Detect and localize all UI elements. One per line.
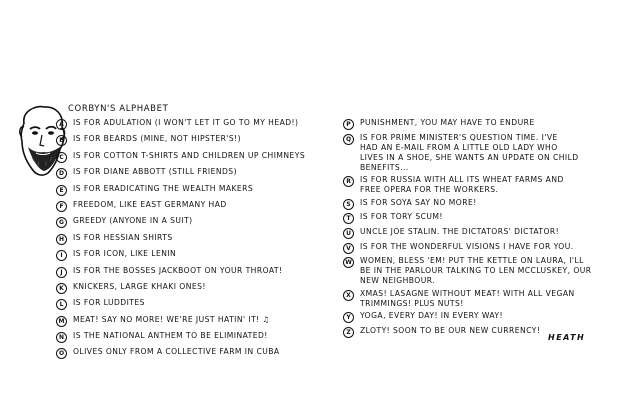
letter-badge: F bbox=[56, 201, 67, 212]
item-text: IS FOR PRIME MINISTER'S QUESTION TIME. I'VE HAD AN E-MAIL FROM A LITTLE OLD LADY WHO LIVES IN A SHOE, SHE WANTS AN UPDATE ON CHILD BENEFITS... bbox=[360, 132, 579, 172]
letter-badge: R bbox=[343, 176, 354, 187]
letter-badge: Y bbox=[343, 312, 354, 323]
list-item bbox=[343, 133, 611, 173]
list-item bbox=[56, 151, 338, 167]
artist-signature: HEATH bbox=[548, 333, 586, 342]
list-item bbox=[56, 167, 338, 183]
item-text: FREEDOM, LIKE EAST GERMANY HAD bbox=[73, 199, 227, 209]
item-text: IS FOR BEARDS (MINE, NOT HIPSTER'S!) bbox=[73, 134, 242, 144]
letter-badge: I bbox=[56, 250, 67, 261]
list-item bbox=[56, 282, 338, 298]
list-item bbox=[56, 118, 338, 134]
right-column bbox=[343, 118, 611, 341]
letter-badge: L bbox=[56, 299, 67, 310]
letter-badge: N bbox=[56, 332, 67, 343]
item-text: IS FOR ERADICATING THE WEALTH MAKERS bbox=[73, 183, 254, 193]
item-text: IS FOR THE WONDERFUL VISIONS I HAVE FOR YOU. bbox=[360, 241, 574, 251]
left-column bbox=[56, 118, 338, 364]
list-item bbox=[343, 256, 611, 286]
letter-badge: T bbox=[343, 213, 354, 224]
item-text: IS FOR ICON, LIKE LENIN bbox=[73, 249, 177, 259]
list-item bbox=[343, 212, 611, 224]
letter-badge: K bbox=[56, 283, 67, 294]
list-item bbox=[343, 311, 611, 323]
item-text: IS FOR HESSIAN SHIRTS bbox=[73, 232, 173, 242]
list-item bbox=[343, 289, 611, 309]
item-text: UNCLE JOE STALIN. THE DICTATORS' DICTATOR! bbox=[360, 226, 560, 236]
item-text: IS FOR COTTON T-SHIRTS AND CHILDREN UP CHIMNEYS bbox=[73, 150, 306, 160]
item-text: IS FOR TORY SCUM! bbox=[360, 212, 443, 222]
letter-badge: Z bbox=[343, 327, 354, 338]
letter-badge: B bbox=[56, 135, 67, 146]
alphabet-title: CORBYN'S ALPHABET bbox=[68, 104, 169, 114]
list-item bbox=[56, 315, 338, 331]
letter-badge: S bbox=[343, 199, 354, 210]
list-item bbox=[56, 216, 338, 232]
letter-badge: A bbox=[56, 119, 67, 130]
item-text: OLIVES ONLY FROM A COLLECTIVE FARM IN CUBA bbox=[73, 347, 280, 357]
list-item bbox=[56, 233, 338, 249]
letter-badge: E bbox=[56, 185, 67, 196]
item-text: IS FOR THE BOSSES JACKBOOT ON YOUR THROAT! bbox=[73, 265, 283, 275]
letter-badge: H bbox=[56, 234, 67, 245]
letter-badge: P bbox=[343, 119, 354, 130]
item-text: IS FOR DIANE ABBOTT (STILL FRIENDS) bbox=[73, 167, 237, 177]
item-text: IS FOR LUDDITES bbox=[73, 298, 145, 308]
list-item bbox=[56, 347, 338, 363]
item-text: IS FOR SOYA SAY NO MORE! bbox=[360, 197, 477, 207]
letter-badge: O bbox=[56, 348, 67, 359]
list-item bbox=[343, 118, 611, 130]
list-item bbox=[56, 266, 338, 282]
letter-badge: U bbox=[343, 228, 354, 239]
list-item bbox=[56, 200, 338, 216]
item-text: XMAS! LASAGNE WITHOUT MEAT! WITH ALL VEGAN TRIMMINGS! PLUS NUTS! bbox=[360, 288, 575, 308]
letter-badge: Q bbox=[343, 134, 354, 145]
item-text: IS THE NATIONAL ANTHEM TO BE ELIMINATED! bbox=[73, 331, 268, 341]
letter-badge: D bbox=[56, 168, 67, 179]
item-text: WOMEN, BLESS 'EM! PUT THE KETTLE ON LAURA, I'LL BE IN THE PARLOUR TALKING TO LEN MCCLUSKEY, OUR NEW NEIGHBOUR. bbox=[360, 256, 592, 286]
list-item bbox=[56, 184, 338, 200]
item-text: MEAT! SAY NO MORE! WE'RE JUST HATIN' IT! ♫ bbox=[73, 314, 270, 324]
item-text: GREEDY (ANYONE IN A SUIT) bbox=[73, 216, 193, 226]
letter-badge: V bbox=[343, 243, 354, 254]
list-item bbox=[343, 198, 611, 210]
letter-badge: G bbox=[56, 217, 67, 228]
list-item bbox=[56, 134, 338, 150]
letter-badge: W bbox=[343, 257, 354, 268]
item-text: IS FOR ADULATION (I WON'T LET IT GO TO MY HEAD!) bbox=[73, 118, 299, 127]
item-text: YOGA, EVERY DAY! IN EVERY WAY! bbox=[360, 311, 504, 321]
list-item bbox=[56, 331, 338, 347]
letter-badge: J bbox=[56, 267, 67, 278]
item-text: KNICKERS, LARGE KHAKI ONES! bbox=[73, 281, 206, 291]
list-item bbox=[343, 175, 611, 195]
list-item bbox=[56, 249, 338, 265]
letter-badge: M bbox=[56, 316, 67, 327]
list-item bbox=[343, 242, 611, 254]
item-text: PUNISHMENT, YOU MAY HAVE TO ENDURE bbox=[360, 118, 535, 127]
item-text: IS FOR RUSSIA WITH ALL ITS WHEAT FARMS AND FREE OPERA FOR THE WORKERS. bbox=[360, 175, 564, 195]
list-item bbox=[343, 227, 611, 239]
list-item bbox=[56, 298, 338, 314]
item-text: ZLOTY! SOON TO BE OUR NEW CURRENCY! bbox=[360, 325, 541, 335]
letter-badge: C bbox=[56, 152, 67, 163]
letter-badge: X bbox=[343, 290, 354, 301]
